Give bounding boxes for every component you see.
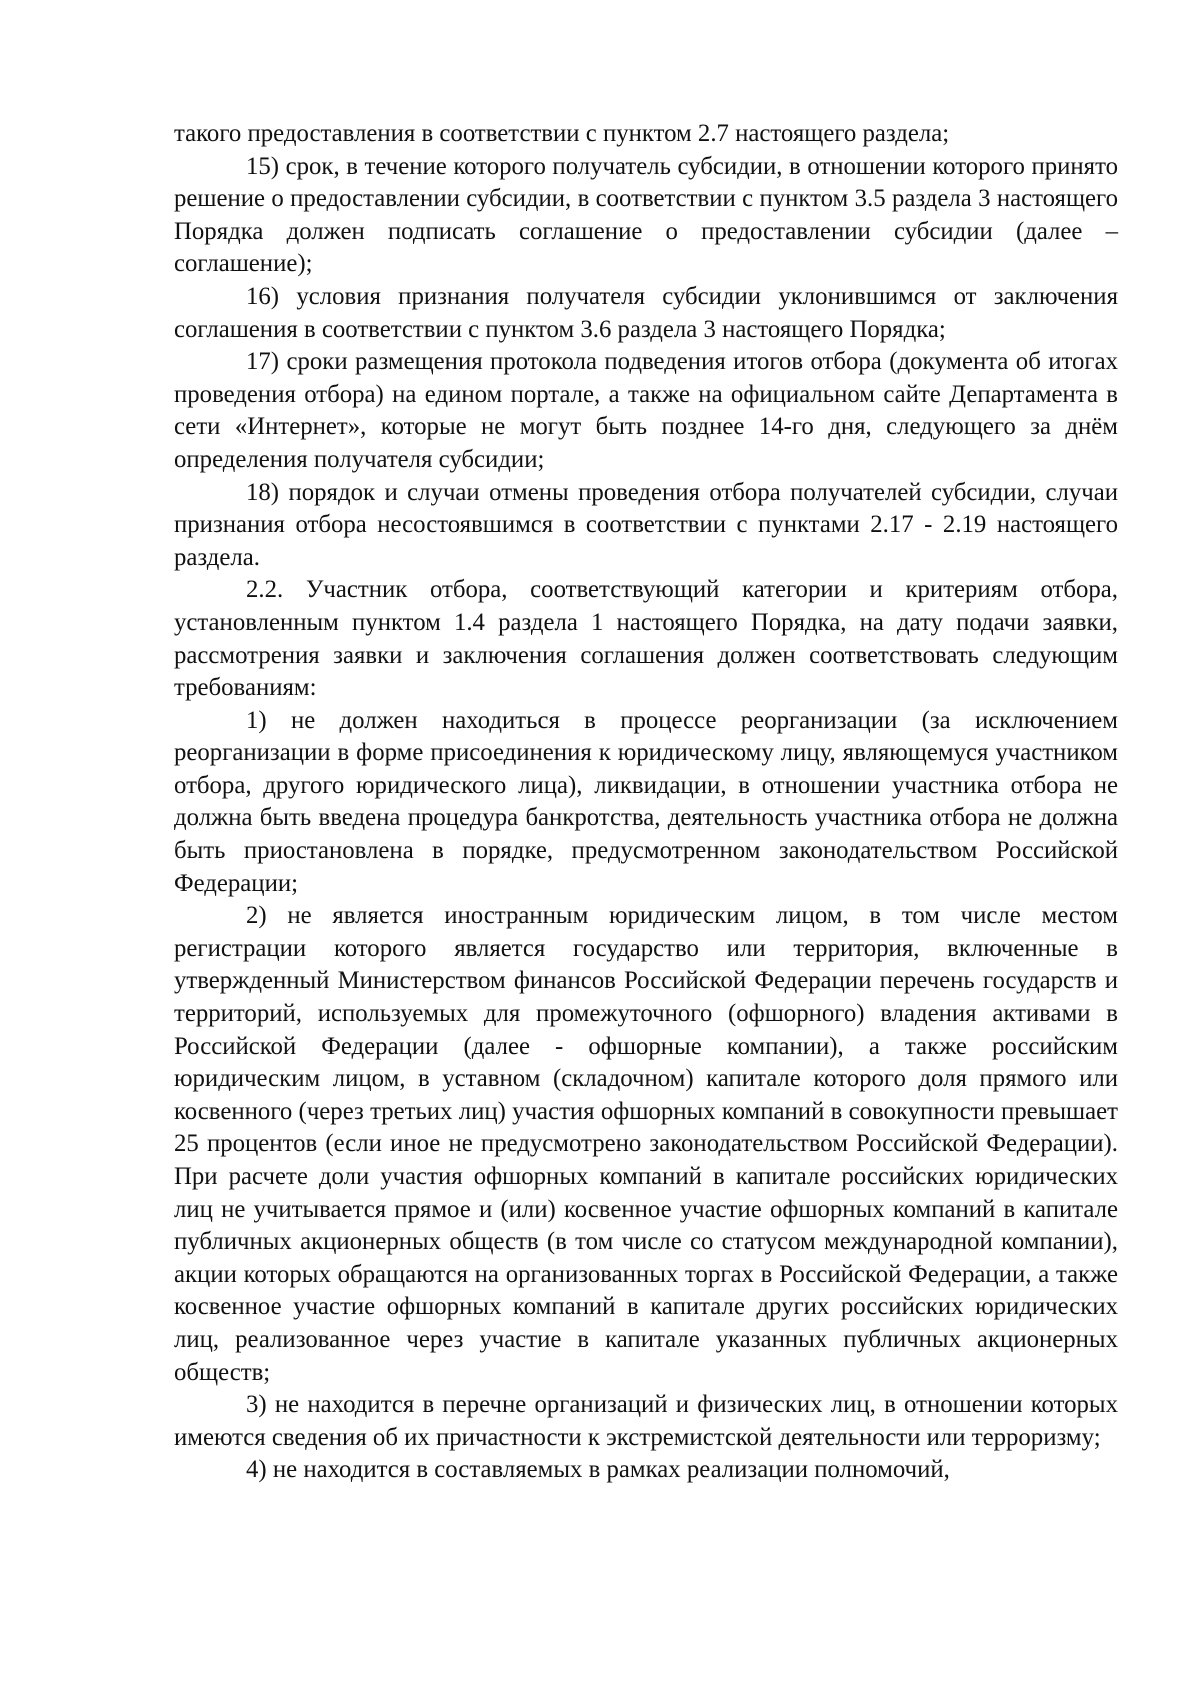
paragraph-requirement-2: 2) не является иностранным юридическим лицом, в том числе местом регистрации которого является государство или территория, включенные в утвержденный Министерством финансов Российской Федерации перечень государств и территорий, используемых для промежуточного (офшорного) владения активами в Российской Федерации (далее - офшорные компании), а также российским юридическим лицом, в уставном (складочном) капитале которого доля прямого или косвенного (через третьих лиц) участия офшорных компаний в совокупности превышает 25 процентов (если иное не предусмотрено законодательством Российской Федерации). При расчете доли участия офшорных компаний в капитале российских юридических лиц не учитывается прямое и (или) косвенное участие офшорных компаний в капитале публичных акционерных обществ (в том числе со статусом международной компании), акции которых обращаются на организованных торгах в Российской Федерации, а также косвенное участие офшорных компаний в капитале других российских юридических лиц, реализованное через участие в капитале указанных публичных акционерных обществ;: [174, 902, 1118, 1386]
paragraph-section-2-2: 2.2. Участник отбора, соответствующий категории и критериям отбора, установленным пунктом 1.4 раздела 1 настоящего Порядка, на дату подачи заявки, рассмотрения заявки и заключения соглашения должен соответствовать следующим требованиям:: [174, 576, 1118, 702]
paragraph-requirement-4: 4) не находится в составляемых в рамках реализации полномочий,: [246, 1456, 950, 1484]
paragraph-continuation: такого предоставления в соответствии с пунктом 2.7 настоящего раздела;: [174, 120, 950, 147]
paragraph-item-16: 16) условия признания получателя субсидии уклонившимся от заключения соглашения в соответствии с пунктом 3.6 раздела 3 настоящего Порядка;: [174, 282, 1118, 343]
paragraph-item-18: 18) порядок и случаи отмены проведения отбора получателей субсидии, случаи признания отбора несостоявшимся в соответствии с пунктами 2.17 - 2.19 настоящего раздела.: [174, 478, 1118, 571]
paragraph-item-15: 15) срок, в течение которого получатель субсидии, в отношении которого принято решение о предоставлении субсидии, в соответствии с пунктом 3.5 раздела 3 настоящего Порядка должен подписать соглашение о предоставлении субсидии (далее – соглашение);: [174, 152, 1118, 278]
paragraph-item-17: 17) сроки размещения протокола подведения итогов отбора (документа об итогах проведения отбора) на едином портале, а также на официальном сайте Департамента в сети «Интернет», которые не могут быть позднее 14-го дня, следующего за днём определения получателя субсидии;: [174, 348, 1118, 473]
paragraph-requirement-3: 3) не находится в перечне организаций и физических лиц, в отношении которых имеются сведения об их причастности к экстремистской деятельности или терроризму;: [174, 1391, 1118, 1451]
document-body: [174, 118, 1118, 1487]
paragraph-requirement-1: 1) не должен находиться в процессе реорганизации (за исключением реорганизации в форме присоединения к юридическому лицу, являющемуся участником отбора, другого юридического лица), ликвидации, в отношении участника отбора не должна быть введена процедура банкротства, деятельность участника отбора не должна быть приостановлена в порядке, предусмотренном законодательством Российской Федерации;: [174, 706, 1118, 897]
